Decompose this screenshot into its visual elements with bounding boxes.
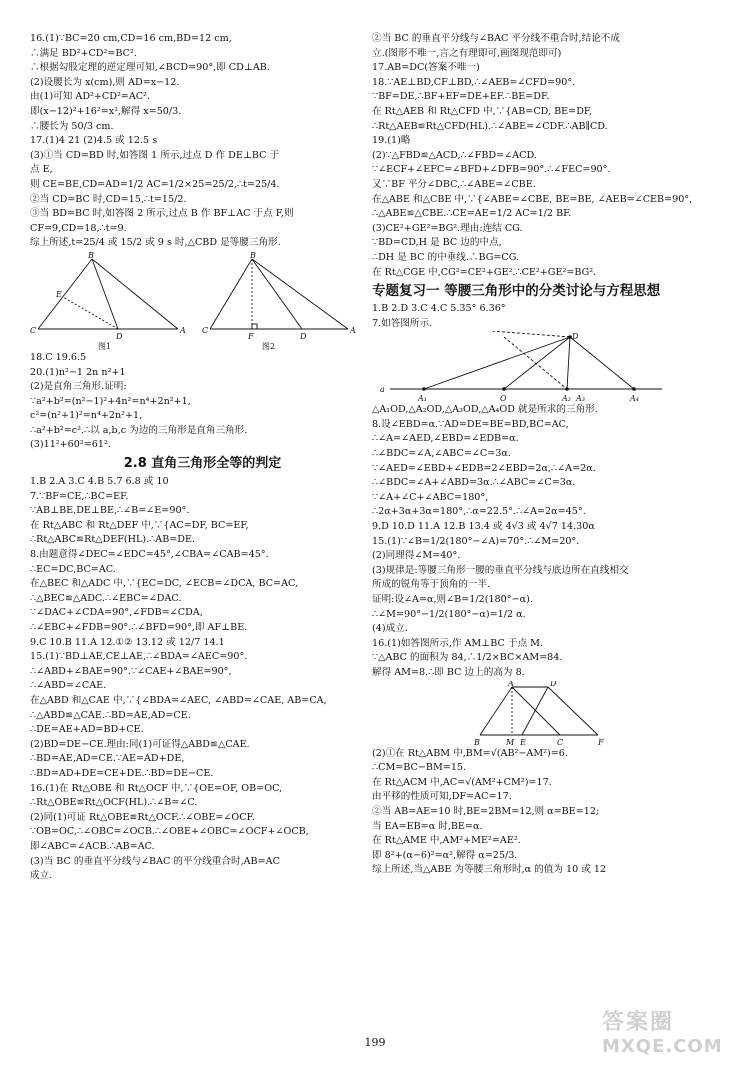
fig1-label-b: B: [88, 250, 94, 260]
text-line: (2)①在 Rt△ABM 中,BM=√(AB²−AM²)=6.: [372, 747, 568, 759]
translation-triangles-figure: [372, 681, 722, 747]
text-line: (2)BD=DE−CE.理由:同(1)可证得△ABD≌△CAE.: [30, 738, 250, 750]
text-line: (3)当 BC 的垂直平分线与∠BAC 的平分线重合时,AB=AC: [30, 855, 280, 867]
text-line: 综上所述,t=25/4 或 15/2 或 9 s 时,△CBD 是等腰三角形.: [30, 237, 281, 249]
text-line: 7.∵BF=CE,∴BC=EF.: [30, 490, 129, 502]
text-line: ∴∠ABD=∠CAE.: [30, 680, 107, 692]
fig3-label-a3: A₃: [576, 394, 585, 404]
text-line: 在△ABE 和△CBE 中,∵{∠ABE=∠CBE, BE=BE, ∠AEB=∠CEB=90°,: [372, 193, 693, 205]
text-line: ∴EC=DC,BC=AC.: [30, 563, 116, 575]
fig4-label-a: A: [508, 680, 514, 688]
text-line: ∴满足 BD²+CD²=BC².: [30, 47, 137, 59]
fig2-label-a: A: [350, 325, 356, 335]
fig3-label-a4: A₄: [630, 394, 639, 404]
text-line: 又∵BF 平分∠DBC,∴∠ABE=∠CBE.: [372, 178, 536, 190]
text-line: ∴△ABE≌△CBE.∴CE=AE=1/2 AC=1/2 BF.: [372, 208, 572, 220]
text-line: 在 Rt△ACM 中,AC=√(AM²+CM²)=17.: [372, 776, 552, 788]
right-text-block-1: [372, 32, 727, 280]
text-line: 在 Rt△CGE 中,CG²=CE²+GE².∴CE²+GE²=BG².: [372, 266, 597, 278]
right-column: [372, 32, 727, 878]
text-line: 在 Rt△AME 中,AM²+ME²=AE².: [372, 835, 521, 847]
text-line: ∵BD=CD,H 是 BC 边的中点,: [372, 237, 502, 249]
fig4-label-f: F: [598, 737, 604, 747]
text-line: 1.B 2.D 3.C 4.C 5.35° 6.36°: [372, 303, 506, 315]
fig1-label-a: A: [180, 325, 186, 335]
text-line: 在 Rt△AEB 和 Rt△CFD 中,∵{AB=CD, BE=DF,: [372, 105, 593, 117]
section-title-2-8: 2.8 直角三角形全等的判定: [123, 456, 282, 472]
text-line: 点 E,: [30, 164, 53, 176]
text-line: 立.(图形不唯一,言之有理即可,画图现范即可): [372, 47, 562, 59]
figure-1-and-2: [30, 251, 375, 351]
text-line: ∴∠M=90°−1/2(180°−α)=1/2 α.: [372, 608, 526, 620]
right-text-block-4: [372, 747, 727, 878]
fig1-caption: 图1: [98, 341, 112, 351]
fig3-label-d: D: [572, 332, 579, 342]
text-line: 9.C 10.B 11.A 12.①② 13.12 或 12/7 14.1: [30, 636, 225, 648]
text-line: 18.∵AE⊥BD,CF⊥BD,∴∠AEB=∠CFD=90°.: [372, 76, 576, 88]
text-line: 成立.: [30, 870, 53, 882]
left-text-block-1: [30, 32, 375, 251]
fig3-label-a2: A₂: [562, 394, 571, 404]
text-line: (4)成立.: [372, 623, 408, 635]
text-line: 在△BEC 和△ADC 中,∵{EC=DC, ∠ECB=∠DCA, BC=AC,: [30, 578, 299, 590]
left-text-block-3: [30, 475, 375, 884]
text-line: 8.设∠EBD=α.∵AD=DE=BE=BD,BC=AC,: [372, 418, 569, 430]
text-line: ∴∠BDC=∠A,∠ABC=∠C=3α.: [372, 448, 511, 460]
right-text-block-3: [372, 403, 727, 680]
text-line: (2)同理得∠M=40°.: [372, 550, 461, 562]
text-line: (2)∵△FBD≌△ACD,∴∠FBD=∠ACD.: [372, 149, 537, 161]
text-line: CF=9,CD=18,∴t=9.: [30, 222, 127, 234]
fig2-caption: 图2: [262, 341, 276, 351]
text-line: ∵BF=DE,∴BF+EF=DE+EF.∴BE=DF.: [372, 91, 550, 103]
text-line: (3)CE²+GE²=BG².理由:连结 CG.: [372, 222, 523, 234]
text-line: ∴∠A=∠AED,∠EBD=∠EDB=α.: [372, 433, 519, 445]
text-line: ②当 BC 的垂直平分线与∠BAC 平分线不重合时,结论不成: [372, 33, 620, 44]
fig3-label-a: a: [380, 385, 385, 395]
text-line: 7.如答图所示.: [372, 317, 433, 329]
text-line: ∴Rt△ABC≌Rt△DEF(HL).∴AB=DE.: [30, 534, 196, 546]
text-line: △A₁OD,△A₂OD,△A₃OD,△A₄OD 就是所求的三角形.: [372, 404, 598, 416]
text-line: 即 8²+(α−6)²=α²,解得 α=25/3.: [372, 849, 518, 861]
text-line: 即∠ABC=∠ACB.∴AB=AC.: [30, 840, 155, 852]
watermark-line-2: MXQE.COM: [602, 1036, 723, 1057]
text-line: 则 CE=BE,CD=AD=1/2 AC=1/2×25=25/2,∴t=25/4.: [30, 178, 280, 190]
text-line: 15.(1)∵∠B=1/2(180°−∠A)=70°.∴∠M=20°.: [372, 535, 580, 547]
text-line: 19.(1)略: [372, 135, 411, 147]
text-line: (3)规律是:等腰三角形一腰的垂直平分线与底边所在直线相交: [372, 564, 629, 576]
right-text-block-2: [372, 302, 727, 331]
text-line: 17.(1)4 21 (2)4.5 或 12.5 s: [30, 135, 158, 147]
text-line: 即(x−12)²+16²=x²,解得 x=50/3.: [30, 105, 182, 117]
text-line: 16.(1)在 Rt△OBE 和 Rt△OCF 中,∵{OE=OF, OB=OC,: [30, 782, 283, 794]
fig3-label-a1: A₁: [418, 394, 427, 404]
text-line: 由(1)可知 AD²+CD²=AC².: [30, 91, 151, 103]
left-text-block-2: [30, 351, 375, 453]
page-number: 199: [364, 1036, 386, 1049]
watermark-line-1: 答案圈: [602, 1010, 675, 1035]
fig1-label-e: E: [56, 289, 62, 299]
text-line: ∴a²+b²=c².∴以 a,b,c 为边的三角形是直角三角形.: [30, 424, 248, 436]
fig4-label-m: M: [506, 737, 515, 747]
text-line: ∵∠ECF+∠EFC=∠BFD+∠DFB=90°.∴∠FEC=90°.: [372, 164, 611, 176]
fig2-label-c: C: [202, 325, 209, 335]
text-line: 16.(1)∵BC=20 cm,CD=16 cm,BD=12 cm,: [30, 33, 232, 44]
text-line: ∴BD=AE,AD=CE.∵AE=AD+DE,: [30, 753, 185, 765]
text-line: (3)11²+60²=61².: [30, 439, 111, 451]
text-line: ∵AB⊥BE,DE⊥BE,∴∠B=∠E=90°.: [30, 505, 190, 517]
isosceles-construction-figure: [372, 331, 722, 403]
text-line: ∵△ABC 的面积为 84,∴1/2×BC×AM=84.: [372, 652, 563, 664]
fig3-label-o: O: [500, 394, 507, 404]
text-line: 1.B 2.A 3.C 4.B 5.7 6.8 或 10: [30, 476, 169, 488]
text-line: ∵∠DAC+∠CDA=90°,∠FDB=∠CDA,: [30, 607, 203, 619]
text-line: 8.由题意得∠DEC=∠EDC=45°,∠CBA=∠CAB=45°.: [30, 549, 269, 561]
text-line: (2)同(1)可证 Rt△OBE≌Rt△OCF.∴∠OBE=∠OCF.: [30, 811, 255, 823]
text-line: 18.C 19.6.5: [30, 351, 87, 363]
text-line: ∴DE=AE+AD=BD+CE.: [30, 724, 144, 736]
text-line: (2)是直角三角形.证明:: [30, 381, 127, 393]
text-line: c²=(n²+1)²=n⁴+2n²+1,: [30, 410, 143, 422]
text-line: ∴BD=AD+DE=CE+DE.∴BD=DE−CE.: [30, 767, 214, 779]
text-line: 9.D 10.D 11.A 12.B 13.4 或 4√3 或 4√7 14.30α: [372, 521, 595, 533]
text-line: 证明:设∠A=α,则∠B=1/2(180°−α).: [372, 594, 533, 605]
fig4-label-c: C: [557, 737, 564, 747]
text-line: 当 EA=EB=α 时,BE=α.: [372, 820, 483, 832]
text-line: 17.AB=DC(答案不唯一): [372, 62, 480, 74]
text-line: ②当 CD=BC 时,CD=15,∴t=15/2.: [30, 193, 187, 205]
fig1-label-d: D: [116, 331, 123, 341]
fig2-label-b: B: [250, 250, 256, 260]
text-line: ∴∠ABD+∠BAE=90°.∵∠CAE+∠BAE=90°,: [30, 665, 232, 677]
text-line: ②当 AB=AE=10 时,BE=2BM=12,则 α=BE=12;: [372, 805, 600, 817]
text-line: 解得 AM=8.∴即 BC 边上的高为 8.: [372, 666, 525, 678]
figure-3: [372, 331, 727, 403]
figure-2: [210, 259, 348, 329]
text-line: 由平移的性质可知,DF=AC=17.: [372, 791, 512, 803]
text-line: ∴∠BDC=∠A+∠ABD=3α.∴∠ABC=∠C=3α.: [372, 477, 576, 489]
text-line: ∴2α+3α+3α=180°,∴α=22.5°.∴∠A=2α=45°.: [372, 506, 586, 518]
text-line: 所成的锐角等于顶角的一半.: [372, 579, 491, 591]
figure-4: [372, 681, 727, 747]
fig1-label-c: C: [30, 325, 37, 335]
text-line: 综上所述,当△ABE 为等腰三角形时,α 的值为 10 或 12: [372, 864, 607, 876]
text-line: (3)①当 CD=BD 时,如答图 1 所示,过点 D 作 DE⊥BC 于: [30, 149, 280, 161]
text-line: 在 Rt△ABC 和 Rt△DEF 中,∵{AC=DF, BC=EF,: [30, 519, 249, 531]
text-line: 20.(1)n²−1 2n n²+1: [30, 366, 126, 378]
text-line: ③当 BD=BC 时,如答图 2 所示,过点 B 作 BF⊥AC 于点 F,则: [30, 208, 294, 220]
text-line: ∴CM=BC−BM=15.: [372, 762, 467, 774]
triangle-figures: [30, 251, 370, 351]
fig4-label-e: E: [520, 737, 526, 747]
fig4-label-d: D: [550, 680, 557, 688]
text-line: ∴∠EBC+∠FDB=90°.∴∠BFD=90°,即 AF⊥BE.: [30, 622, 248, 633]
text-line: ∴腰长为 50/3 cm.: [30, 120, 114, 132]
text-line: ∴△BEC≌△ADC.∴∠EBC=∠DAC.: [30, 592, 182, 604]
text-line: 16.(1)如答图所示,作 AM⊥BC 于点 M.: [372, 637, 544, 649]
fig2-label-d: D: [300, 331, 307, 341]
fig2-label-f: F: [248, 331, 254, 341]
text-line: ∴Rt△AEB≌Rt△CFD(HL).∴∠ABE=∠CDF.∴AB∥CD.: [372, 120, 608, 132]
text-line: ∵∠AED=∠EBD+∠EDB=2∠EBD=2α,∴∠A=2α.: [372, 462, 596, 474]
text-line: (2)设腰长为 x(cm),则 AD=x−12.: [30, 76, 180, 88]
text-line: ∵∠A+∠C+∠ABC=180°,: [372, 491, 489, 503]
left-column: [30, 32, 375, 884]
text-line: ∵a²+b²=(n²−1)²+4n²=n⁴+2n²+1,: [30, 395, 191, 407]
section-title-review: 专题复习一 等腰三角形中的分类讨论与方程思想: [372, 283, 661, 300]
text-line: ∴根据勾股定理的逆定理可知,∠BCD=90°,即 CD⊥AB.: [30, 62, 270, 74]
text-line: ∴Rt△OBE≌Rt△OCF(HL).∴∠B=∠C.: [30, 797, 198, 809]
text-line: ∴△ABD≌△CAE.∴BD=AE,AD=CE.: [30, 709, 191, 721]
text-line: 在△ABD 和△CAE 中,∵{∠BDA=∠AEC, ∠ABD=∠CAE, AB=CA,: [30, 694, 327, 706]
text-line: ∵OB=OC,∴∠OBC=∠OCB.∴∠OBE+∠OBC=∠OCF+∠OCB,: [30, 826, 309, 838]
fig4-label-b: B: [474, 737, 480, 747]
watermark: [602, 1005, 732, 1055]
text-line: 15.(1)∵BD⊥AE,CE⊥AE,∴∠BDA=∠AEC=90°.: [30, 651, 248, 663]
text-line: ∴DH 是 BC 的中垂线.∴BG=CG.: [372, 251, 520, 263]
